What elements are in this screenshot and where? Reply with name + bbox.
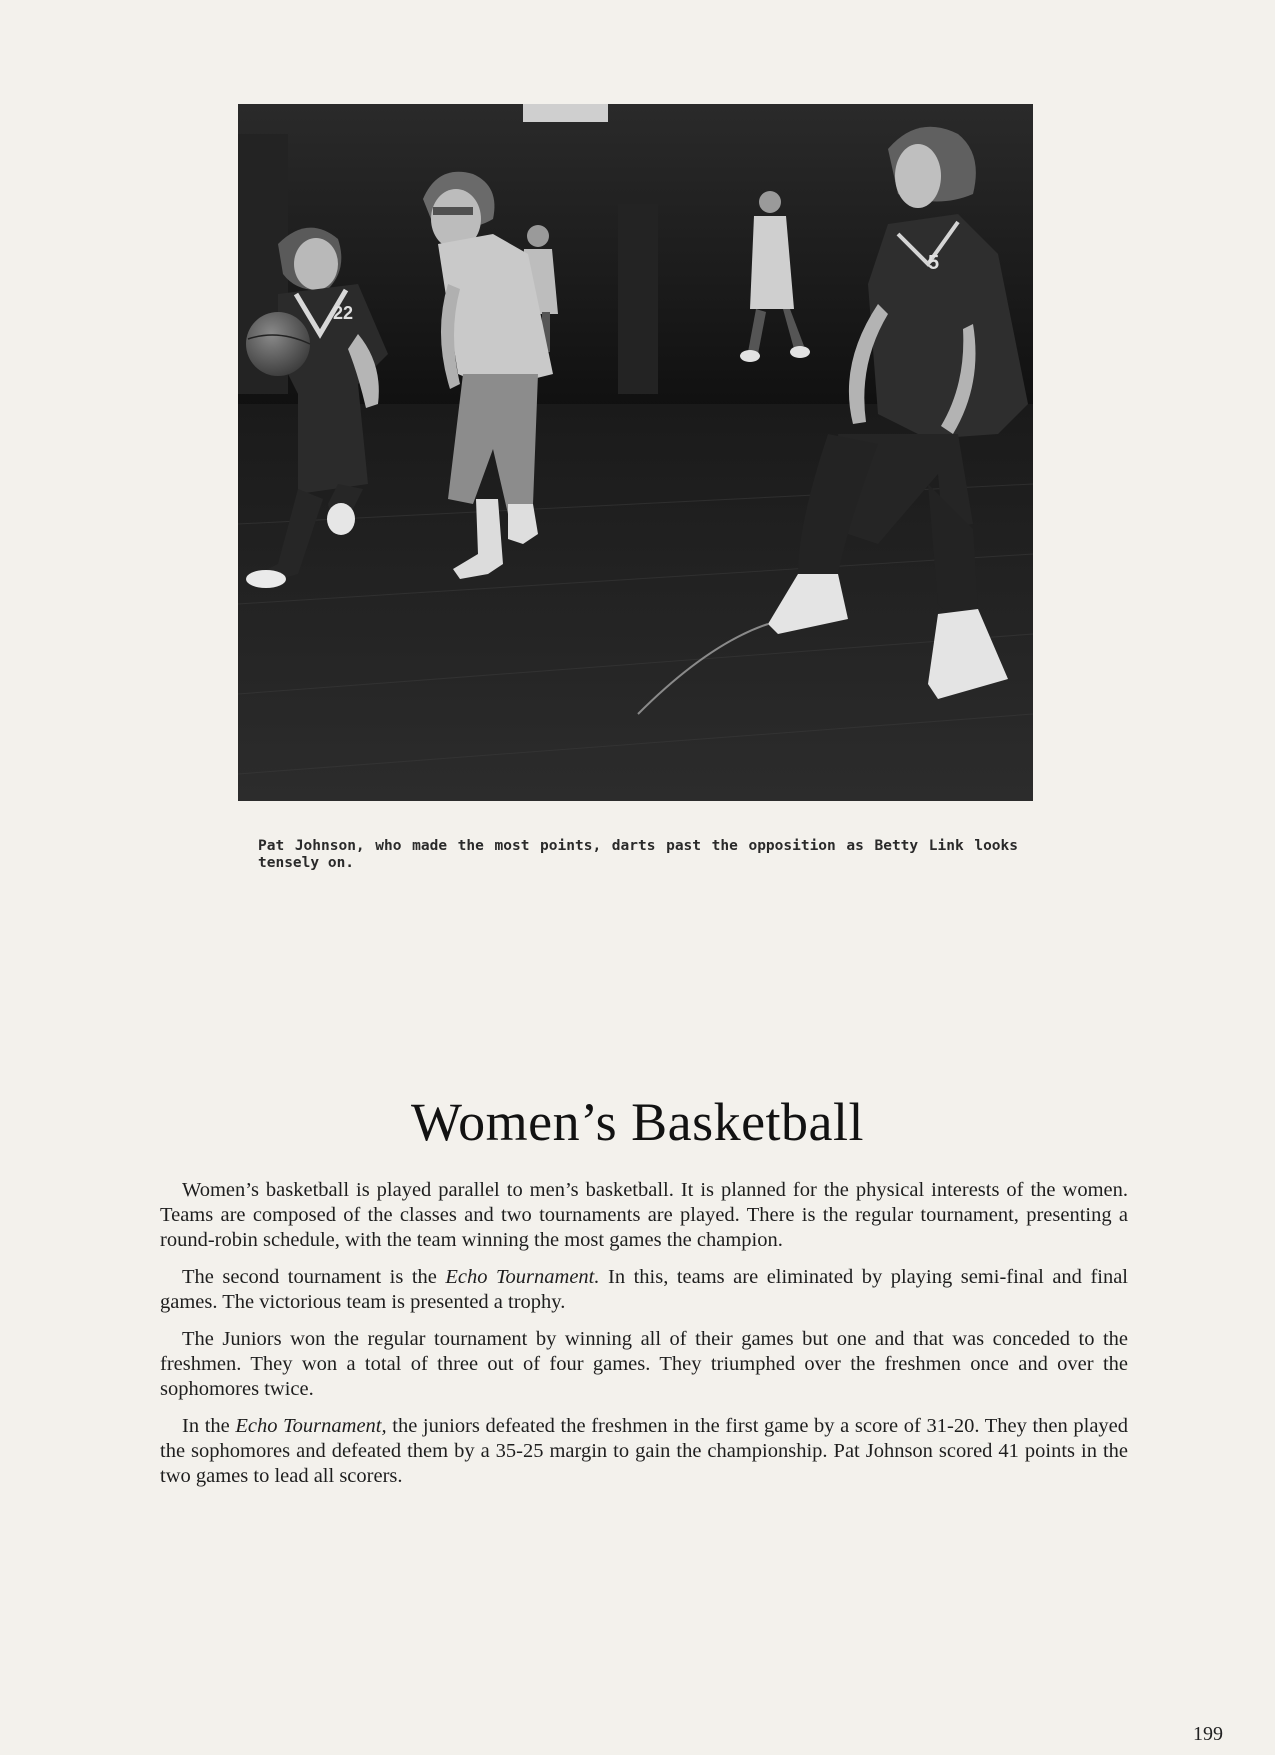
jersey-number-22: 22: [333, 303, 354, 323]
paragraph: Women’s basketball is played parallel to men’s basketball. It is planned for the physical interests of the women. Teams are composed of the classes and two tournaments are played. There is the regular tournament, presenting a round-robin schedule, with the team winning the most games the champion.: [160, 1179, 1128, 1251]
page-number: 199: [1193, 1723, 1223, 1745]
basketball: [246, 312, 310, 376]
page-title: Women’s Basketball: [410, 1092, 865, 1152]
article-body: [160, 1178, 1128, 1501]
basketball-photo: [238, 104, 1033, 801]
paragraph: In the Echo Tournament, the juniors defeated the freshmen in the first game by a score of 31-20. They then played the sophomores and defeated them by a 35-25 margin to gain the championship. Pat Johnson scored 41 points in the two games to lead all scorers.: [160, 1415, 1129, 1487]
jersey-number-5: 5: [928, 252, 940, 274]
paragraph: The second tournament is the Echo Tournament. In this, teams are eliminated by playing semi-final and final games. The victorious team is presented a trophy.: [160, 1266, 1129, 1313]
photo-caption: Pat Johnson, who made the most points, darts past the opposition as Betty Link looks tensely on.: [258, 838, 1018, 871]
paragraph: The Juniors won the regular tournament by winning all of their games but one and that was conceded to the freshmen. They won a total of three out of four games. They triumphed over the freshmen once and over the sophomores twice.: [160, 1328, 1128, 1400]
